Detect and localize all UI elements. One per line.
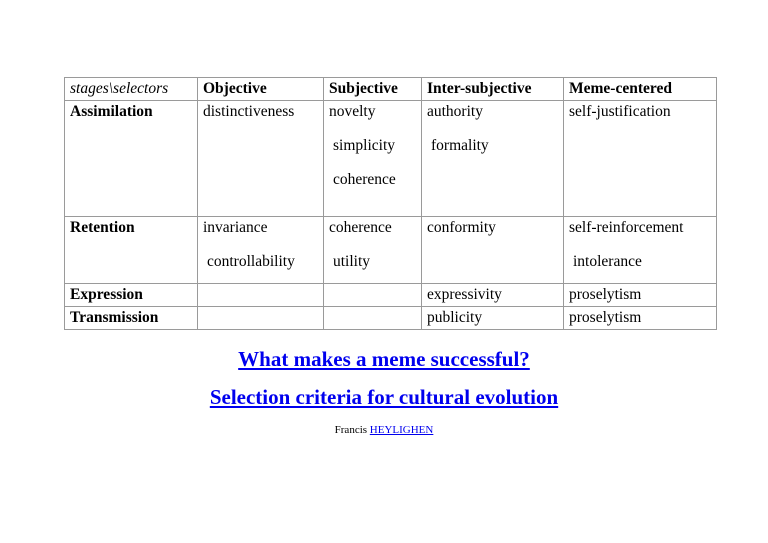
- header-corner-cell: stages\selectors: [65, 78, 198, 101]
- criteria-cell: [198, 217, 324, 284]
- criteria-cell: [422, 217, 564, 284]
- criteria-cell: [422, 284, 564, 307]
- criterion: proselytism: [569, 309, 642, 326]
- table-row: [65, 101, 717, 217]
- table-row: [65, 307, 717, 330]
- criterion: invariance: [203, 219, 268, 236]
- title-link-line-2[interactable]: Selection criteria for cultural evolution: [209, 385, 559, 409]
- header-intersubjective: Inter-subjective: [422, 78, 564, 101]
- criterion: controllability: [207, 253, 295, 270]
- table-header-row: [65, 78, 717, 101]
- table-row: [65, 284, 717, 307]
- author-first-name: Francis: [334, 424, 368, 436]
- criteria-cell: [198, 101, 324, 217]
- author-last-name-link[interactable]: HEYLIGHEN: [369, 424, 434, 436]
- criterion: self-reinforcement: [569, 219, 684, 236]
- criterion: proselytism: [569, 286, 642, 303]
- criterion: novelty: [329, 103, 376, 120]
- criterion: coherence: [329, 219, 392, 236]
- criteria-cell: [564, 284, 717, 307]
- criteria-cell: [564, 307, 717, 330]
- title-link-line-1[interactable]: What makes a meme successful?: [238, 347, 530, 371]
- header-subjective: Subjective: [324, 78, 422, 101]
- criterion: expressivity: [427, 286, 502, 303]
- header-meme-centered: Meme-centered: [564, 78, 717, 101]
- criteria-cell: [324, 307, 422, 330]
- criterion: simplicity: [333, 137, 395, 154]
- criterion: publicity: [427, 309, 483, 326]
- criterion: self-justification: [569, 103, 671, 120]
- criterion: utility: [333, 253, 371, 270]
- criteria-cell: [198, 307, 324, 330]
- author-line: [0, 424, 768, 436]
- criteria-cell: [422, 307, 564, 330]
- criterion: coherence: [333, 171, 396, 188]
- criterion: intolerance: [573, 253, 642, 270]
- criteria-cell: [564, 101, 717, 217]
- criteria-cell: [422, 101, 564, 217]
- criterion: distinctiveness: [203, 103, 295, 120]
- criteria-cell: [564, 217, 717, 284]
- criteria-cell: [198, 284, 324, 307]
- stage-cell: Retention: [65, 217, 198, 284]
- criteria-cell: [324, 101, 422, 217]
- criterion: formality: [431, 137, 489, 154]
- selection-criteria-table: [64, 77, 717, 330]
- stage-cell: Transmission: [65, 307, 198, 330]
- header-objective: Objective: [198, 78, 324, 101]
- criteria-cell: [324, 284, 422, 307]
- stage-cell: Assimilation: [65, 101, 198, 217]
- criteria-cell: [324, 217, 422, 284]
- table-row: [65, 217, 717, 284]
- criterion: conformity: [427, 219, 496, 236]
- criterion: authority: [427, 103, 483, 120]
- stage-cell: Expression: [65, 284, 198, 307]
